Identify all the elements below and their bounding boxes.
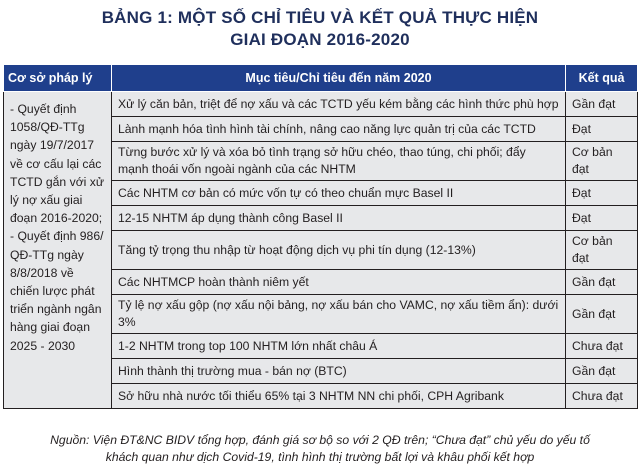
target-cell: Hình thành thị trường mua - bán nợ (BTC) [112, 359, 566, 384]
table-title-line-2: GIAI ĐOẠN 2016-2020 [230, 30, 410, 49]
legal-basis-cell [4, 92, 112, 409]
target-cell: Các NHTMCP hoàn thành niêm yết [112, 270, 566, 295]
legal-basis-item: - Quyết định 986/ QĐ-TTg ngày 8/8/2018 về chiến lược phát triển ngành ngân hàng giai đoạn 2025 - 2030 [10, 229, 104, 353]
result-cell: Gần đạt [566, 359, 638, 384]
source-footnote [0, 432, 640, 466]
result-cell: Đạt [566, 117, 638, 142]
result-cell: Gần đạt [566, 295, 638, 334]
result-cell: Cơ bản đạt [566, 231, 638, 270]
header-target: Mục tiêu/Chỉ tiêu đến năm 2020 [112, 65, 566, 92]
result-cell: Đạt [566, 206, 638, 231]
target-cell: Từng bước xử lý và xóa bỏ tình trạng sở hữu chéo, thao túng, chi phối; đẩy mạnh thoái vốn ngoài ngành của các NHTM [112, 142, 566, 181]
table-row [4, 92, 638, 117]
result-cell: Đạt [566, 181, 638, 206]
result-cell: Cơ bản đạt [566, 142, 638, 181]
footnote-line-1: Nguồn: Viện ĐT&NC BIDV tổng hợp, đánh giá sơ bộ so với 2 QĐ trên; “Chưa đạt” chủ yếu do yếu tố [50, 433, 590, 447]
legal-basis-item: - Quyết định 1058/QĐ-TTg ngày 19/7/2017 về cơ cấu lại các TCTD gắn với xử lý nợ xấu giai đoạn 2016-2020; [10, 102, 105, 226]
header-result: Kết quả [566, 65, 638, 92]
result-cell: Chưa đạt [566, 334, 638, 359]
result-cell: Gần đạt [566, 270, 638, 295]
target-cell: Tỷ lệ nợ xấu gộp (nợ xấu nội bảng, nợ xấu bán cho VAMC, nợ xấu tiềm ẩn): dưới 3% [112, 295, 566, 334]
target-cell: Tăng tỷ trọng thu nhập từ hoạt động dịch vụ phi tín dụng (12-13%) [112, 231, 566, 270]
target-cell: Lành mạnh hóa tình hình tài chính, nâng cao năng lực quản trị của các TCTD [112, 117, 566, 142]
header-basis: Cơ sở pháp lý [4, 65, 112, 92]
target-cell: 1-2 NHTM trong top 100 NHTM lớn nhất châu Á [112, 334, 566, 359]
header-row [4, 65, 638, 92]
result-cell: Chưa đạt [566, 384, 638, 409]
results-table [3, 64, 638, 409]
footnote-line-2: khách quan như dịch Covid-19, tình hình thị trường bất lợi và khâu phối kết hợp [105, 450, 535, 464]
target-cell: 12-15 NHTM áp dụng thành công Basel II [112, 206, 566, 231]
table-title [0, 7, 640, 57]
result-cell: Gần đạt [566, 92, 638, 117]
target-cell: Các NHTM cơ bản có mức vốn tự có theo chuẩn mực Basel II [112, 181, 566, 206]
target-cell: Xử lý căn bản, triệt để nợ xấu và các TCTD yếu kém bằng các hình thức phù hợp [112, 92, 566, 117]
target-cell: Sở hữu nhà nước tối thiểu 65% tại 3 NHTM NN chi phối, CPH Agribank [112, 384, 566, 409]
table-title-line-1: BẢNG 1: MỘT SỐ CHỈ TIÊU VÀ KẾT QUẢ THỰC HIỆN [101, 8, 539, 27]
